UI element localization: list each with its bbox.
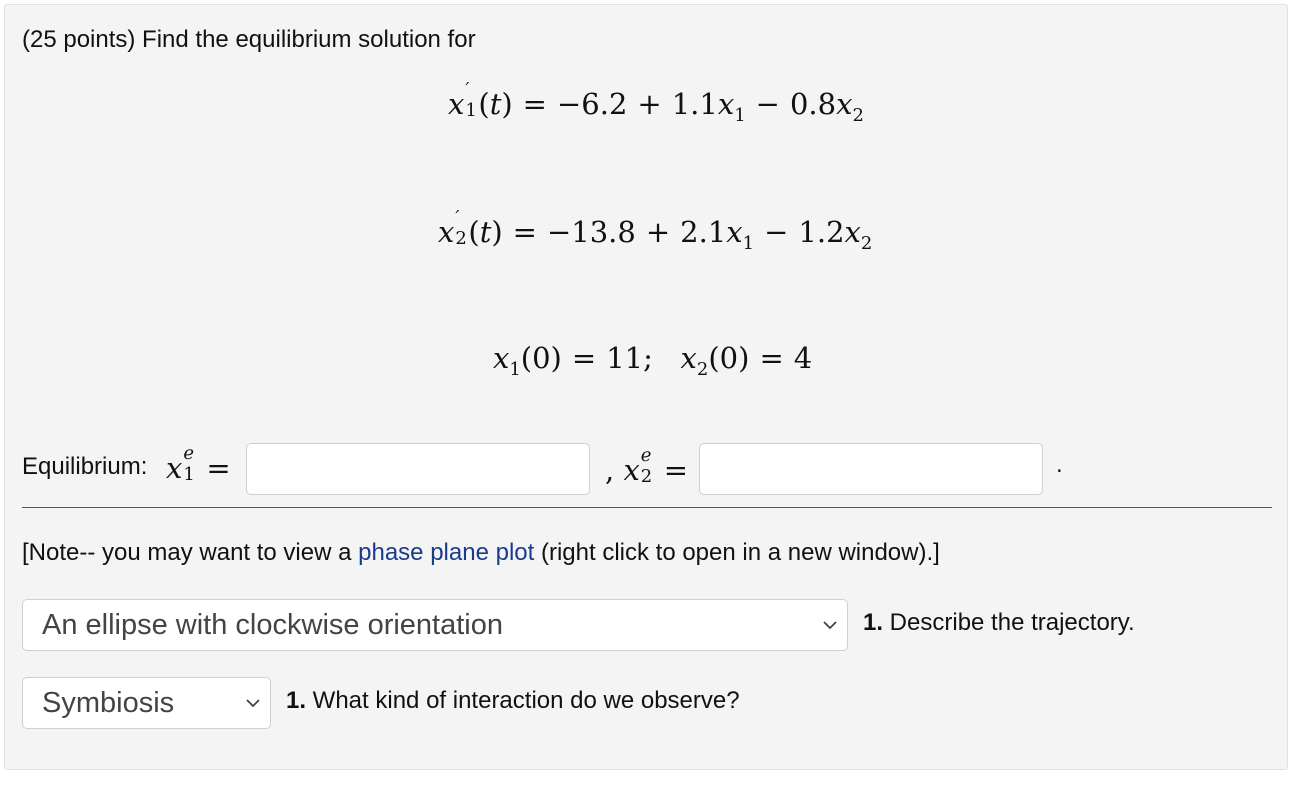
initial-conditions: $x_1(0) = 11$; $x_2(0) = 4$ xyxy=(493,341,813,380)
eq2-coef-x2: 1.2 xyxy=(798,215,845,249)
question-trajectory xyxy=(863,609,1135,637)
eq1-coef-x2: 0.8 xyxy=(789,87,837,121)
terminal-period: . xyxy=(1056,451,1063,478)
trajectory-select-value: An ellipse with clockwise orientation xyxy=(42,609,503,641)
initial-x1: 11 xyxy=(606,341,644,375)
initial-x2: 4 xyxy=(793,341,813,375)
phase-plane-note xyxy=(22,539,940,567)
eq1-coef-x1: 1.1 xyxy=(671,87,718,121)
question-number: 1. xyxy=(286,687,307,714)
question-text: Describe the trajectory. xyxy=(883,609,1135,636)
trajectory-select[interactable] xyxy=(22,599,848,651)
equilibrium-x2-symbol: , x e 2 = xyxy=(605,445,689,487)
interaction-select-value: Symbiosis xyxy=(42,687,175,719)
note-prefix: [Note-- you may want to view a xyxy=(22,539,359,566)
chevron-down-icon xyxy=(244,694,262,712)
equilibrium-x1-symbol: x e 1 = xyxy=(166,443,231,485)
chevron-down-icon xyxy=(821,616,839,634)
problem-prompt: (25 points) Find the equilibrium solution for xyxy=(22,26,476,53)
eq2-coef-x1: 2.1 xyxy=(680,215,727,249)
equilibrium-x1-input[interactable] xyxy=(246,443,590,495)
separator-comma: , xyxy=(605,453,615,487)
divider xyxy=(22,507,1272,508)
phase-plane-plot-link[interactable]: phase plane plot xyxy=(358,539,535,566)
equilibrium-x2-input[interactable] xyxy=(699,443,1043,495)
problem-panel xyxy=(4,4,1288,770)
interaction-select[interactable] xyxy=(22,677,271,729)
question-text: What kind of interaction do we observe? xyxy=(306,687,740,714)
equation-1: x ′ 1 $(t) = -6.2 + 1.1x_1 - 0.8x_2$ xyxy=(448,79,864,126)
equilibrium-label: Equilibrium: xyxy=(22,453,148,480)
eq1-constant: −6.2 xyxy=(556,87,628,121)
question-number: 1. xyxy=(863,609,884,636)
equation-2: x ′ 2 $(t) = -13.8 + 2.1x_1 - 1.2x_2$ xyxy=(438,207,873,254)
eq2-constant: −13.8 xyxy=(546,215,636,249)
question-interaction xyxy=(286,687,740,715)
note-suffix: (right click to open in a new window).] xyxy=(534,539,940,566)
